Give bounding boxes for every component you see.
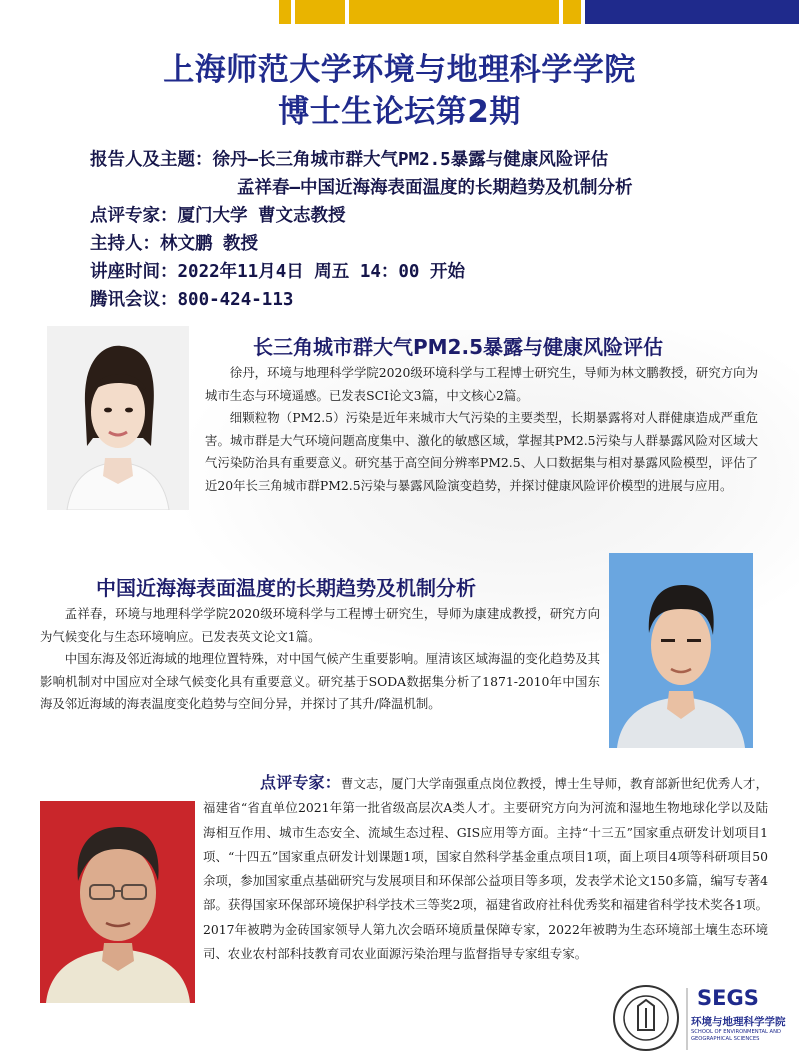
speakers-label: 报告人及主题： xyxy=(90,150,213,170)
speaker1-photo xyxy=(47,326,189,510)
speaker2-photo xyxy=(609,553,753,748)
segs-logo-text: SEGS xyxy=(697,986,759,1010)
section1-abstract: 细颗粒物（PM2.5）污染是近年来城市大气污染的主要类型，长期暴露将对人群健康造成严重危害。城市群是大气环境问题高度集中、激化的敏感区域，掌握其PM2.5污染与人群暴露风险对区域大气污染防治具有重要意义。研究基于高空间分辨率PM2.5、人口数据集与相对暴露风险模型，评估了近20年长三角城市群PM2.5污染与暴露风险演变趋势，并探讨健康风险评价模型的进展与应用。 xyxy=(205,410,758,493)
section1-body xyxy=(205,362,758,497)
section2-title: 中国近海海表面温度的长期趋势及机制分析 xyxy=(96,576,476,600)
logos xyxy=(612,978,792,1058)
reviewer-line: 点评专家：厦门大学 曹文志教授 xyxy=(90,206,346,226)
header-color-bars xyxy=(279,0,799,24)
reviewer-bio-paragraph xyxy=(203,771,768,966)
page-title-line1: 上海师范大学环境与地理科学学院 xyxy=(163,52,636,88)
page-title-line2: 博士生论坛第2期 xyxy=(278,94,521,130)
section3-body xyxy=(203,771,768,966)
section1-title: 长三角城市群大气PM2.5暴露与健康风险评估 xyxy=(253,335,663,359)
reviewer-bio: 曹文志，厦门大学南强重点岗位教授，博士生导师，教育部新世纪优秀人才，福建省“省直单位2021年第一批省级高层次A类人才。主要研究方向为河流和湿地生物地球化学以及陆海相互作用、城市生态安全、流域生态过程、GIS应用等方面。主持“十三五”国家重点研发计划项目1项、“十四五”国家重点研发计划课题1项，国家自然科学基金重点项目1项，面上项目4项等科研项目50余项，参加国家重点基础研究与发展项目和环保部公益项目等多项，发表学术论文150多篇，编写专著4部。获得国家环保部环境保护科学技术三等奖2项，福建省政府社科优秀奖和福建省科学技术奖各1项。2017年被聘为金砖国家领导人第九次会晤环境质量保障专家，2022年被聘为生态环境部土壤生态环境司、农业农村部科技教育司农业面源污染治理与监督指导专家组专家。 xyxy=(203,776,768,962)
segs-en-name: SCHOOL OF ENVIRONMENTAL AND GEOGRAPHICAL SCIENCES xyxy=(691,1029,781,1042)
reviewer-label: 点评专家： xyxy=(260,773,341,792)
section2-intro: 孟祥春，环境与地理科学学院2020级环境科学与工程博士研究生，导师为康建成教授，研究方向为气候变化与生态环境响应。已发表英文论文1篇。 xyxy=(40,606,600,644)
section1-intro: 徐丹，环境与地理科学学院2020级环境科学与工程博士研究生，导师为林文鹏教授，研究方向为城市生态与环境遥感。已发表SCI论文3篇，中文核心2篇。 xyxy=(205,365,758,403)
section2-abstract: 中国东海及邻近海域的地理位置特殊，对中国气候产生重要影响。厘清该区域海温的变化趋势及其影响机制对中国应对全球气候变化具有重要意义。研究基于SODA数据集分析了1871-2010年中国东海及邻近海域的海表温度变化趋势与空间分异，并探讨了其升/降温机制。 xyxy=(40,651,600,711)
speakers-line-1 xyxy=(90,146,608,171)
speaker2-topic: 孟祥春—中国近海海表面温度的长期趋势及机制分析 xyxy=(237,178,633,198)
segs-cn-name: 环境与地理科学学院 xyxy=(691,1016,786,1028)
time-line: 讲座时间：2022年11月4日 周五 14：00 开始 xyxy=(90,262,466,282)
section2-body xyxy=(40,603,600,716)
reviewer-photo xyxy=(40,801,195,1003)
host-line: 主持人：林文鹏 教授 xyxy=(90,234,259,254)
meeting-line: 腾讯会议：800-424-113 xyxy=(90,290,294,310)
speaker1-topic: 徐丹—长三角城市群大气PM2.5暴露与健康风险评估 xyxy=(212,150,609,170)
